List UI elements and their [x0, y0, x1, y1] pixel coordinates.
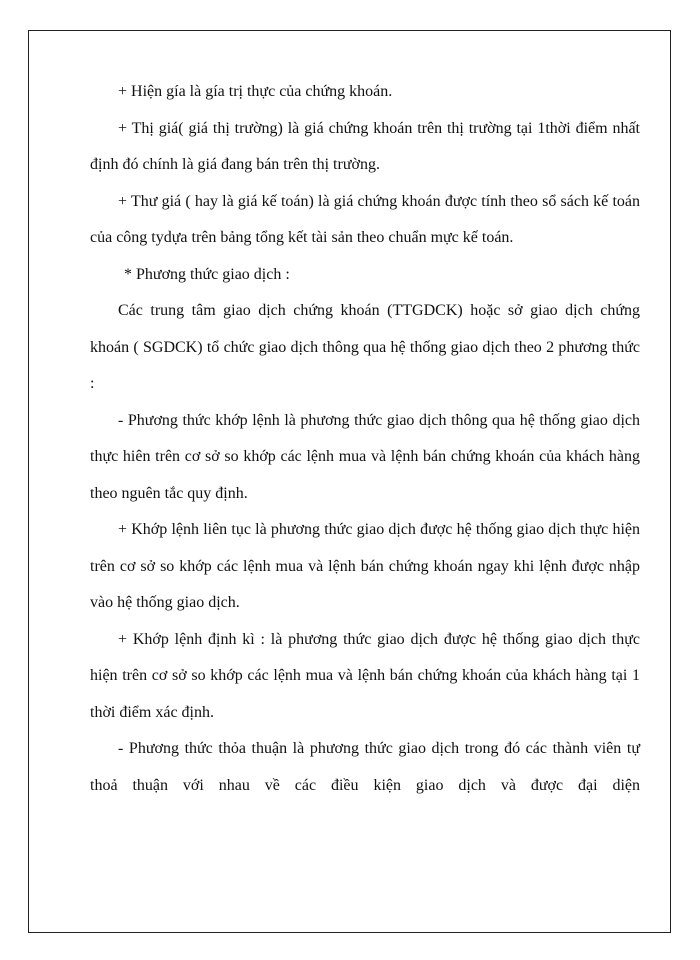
paragraph-continuous-matching: + Khớp lệnh liên tục là phương thức giao dịch được hệ thống giao dịch thực hiện trên cơ sở so khớp các lệnh mua và lệnh bán chứng khoán ngay khi lệnh được nhập vào hệ thống giao dịch.	[90, 521, 640, 611]
paragraph-periodic-matching: + Khớp lệnh định kì : là phương thức giao dịch được hệ thống giao dịch thực hiện trên cơ sở so khớp các lệnh mua và lệnh bán chứng khoán của khách hàng tại 1 thời điểm xác định.	[90, 630, 640, 721]
section-heading-trading-methods: * Phương thức giao dịch :	[124, 265, 290, 283]
paragraph-book-value: + Thư giá ( hay là giá kế toán) là giá chứng khoán được tính theo sổ sách kế toán của công tydựa trên bảng tổng kết tài sản theo chuẩn mực kế toán.	[90, 192, 640, 246]
paragraph-negotiated-trading: - Phương thức thỏa thuận là phương thức giao dịch trong đó các thành viên tự thoả thuận với nhau về các điều kiện giao dịch và được đại diện	[90, 740, 640, 794]
paragraph-market-price: + Thị giá( giá thị trường) là giá chứng khoán trên thị trường tại 1thời điểm nhất định đó chính là giá đang bán trên thị trường.	[90, 119, 640, 173]
paragraph-exchanges: Các trung tâm giao dịch chứng khoán (TTGDCK) hoặc sở giao dịch chứng khoán ( SGDCK) tổ chức giao dịch thông qua hệ thống giao dịch theo 2 phương thức :	[90, 302, 640, 392]
document-body	[90, 74, 640, 804]
paragraph-order-matching: - Phương thức khớp lệnh là phương thức giao dịch thông qua hệ thống giao dịch thực hiên trên cơ sở so khớp các lệnh mua và lệnh bán chứng khoán của khách hàng theo nguên tắc quy định.	[90, 411, 640, 502]
paragraph-current-price: + Hiện gía là gía trị thực của chứng khoán.	[118, 83, 393, 100]
